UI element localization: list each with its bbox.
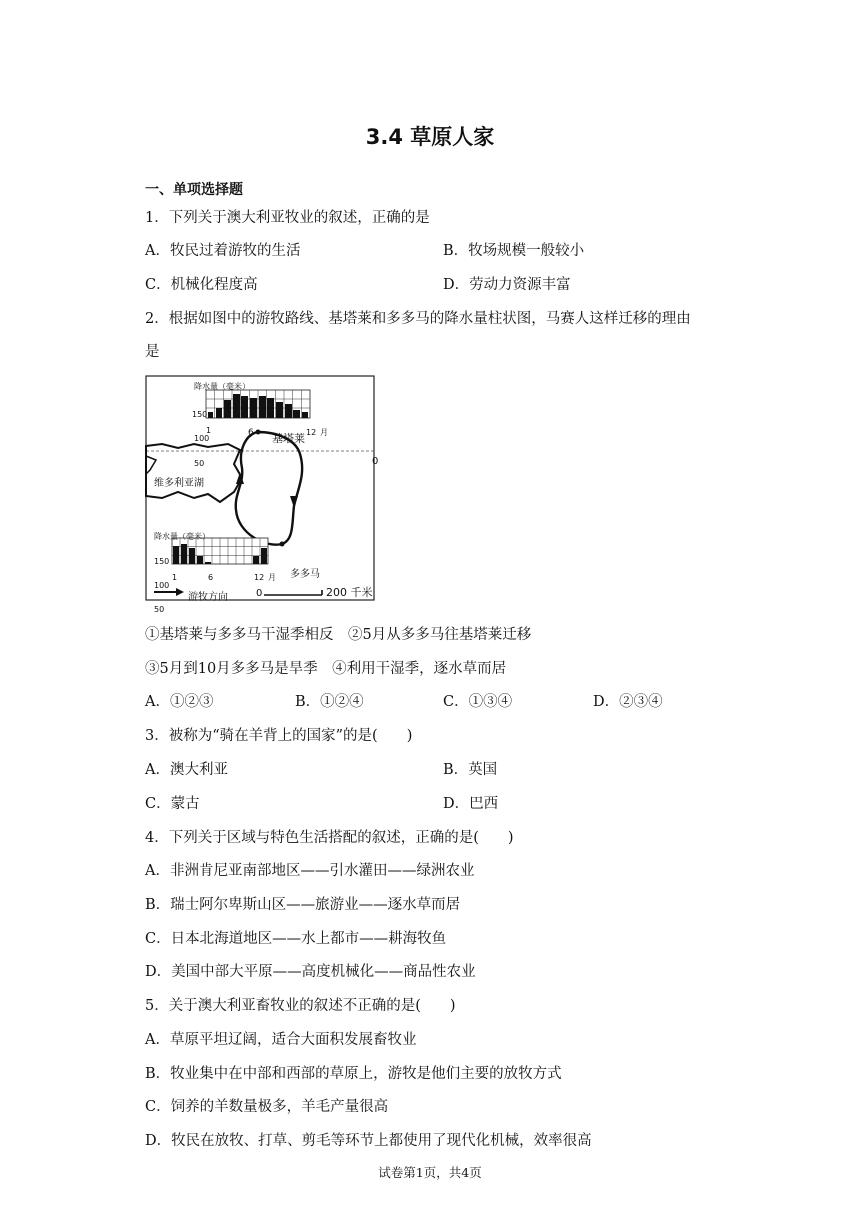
city-kitale: 基塔莱 bbox=[272, 432, 305, 445]
chart2-tick-150: 150 bbox=[154, 557, 170, 566]
chart2-tick-50: 50 bbox=[154, 605, 165, 614]
migration-map-figure bbox=[142, 374, 382, 614]
chart1-tick-150: 150 bbox=[192, 410, 208, 419]
question-1-option-b: B．牧场规模一般较小 bbox=[443, 243, 585, 259]
equator-label: 0 bbox=[372, 456, 379, 467]
question-5-option-b: B．牧业集中在中部和西部的草原上，游牧是他们主要的放牧方式 bbox=[145, 1066, 562, 1082]
chart1-tick-50: 50 bbox=[194, 459, 205, 468]
question-4-stem: 4．下列关于区域与特色生活搭配的叙述，正确的是( ) bbox=[145, 830, 514, 846]
question-3-stem: 3．被称为“骑在羊背上的国家”的是( ) bbox=[145, 728, 413, 744]
question-2-statements-1: ①基塔莱与多多马干湿季相反 ②5月从多多马往基塔莱迁移 bbox=[145, 627, 532, 643]
chart1-x-6: 6 bbox=[248, 428, 254, 438]
chart1-x-unit: 月 bbox=[320, 428, 328, 437]
question-4-option-d: D．美国中部大平原——高度机械化——商品性农业 bbox=[145, 964, 476, 980]
question-3-option-b: B．英国 bbox=[443, 762, 498, 778]
question-5-option-c: C．饲养的羊数量极多，羊毛产量很高 bbox=[145, 1099, 389, 1115]
question-5-option-d: D．牧民在放牧、打草、剪毛等环节上都使用了现代化机械，效率很高 bbox=[145, 1133, 592, 1149]
question-4-option-b: B．瑞士阿尔卑斯山区——旅游业——逐水草而居 bbox=[145, 897, 461, 913]
chart-kitale-precipitation bbox=[206, 390, 310, 418]
question-4-option-a: A．非洲肯尼亚南部地区——引水灌田——绿洲农业 bbox=[145, 863, 475, 879]
question-3-option-a: A．澳大利亚 bbox=[145, 762, 228, 778]
page-title: 3.4 草原人家 bbox=[365, 125, 495, 149]
chart2-ylabel: 降水量（毫米） bbox=[154, 532, 210, 541]
question-1-option-c: C．机械化程度高 bbox=[145, 277, 258, 293]
chart1-x-1: 1 bbox=[206, 426, 212, 435]
question-2-stem: 2．根据如图中的游牧路线、基塔莱和多多马的降水量柱状图，马赛人这样迁移的理由 bbox=[145, 311, 691, 327]
question-2-option-a: A．①②③ bbox=[145, 694, 214, 710]
chart2-x-12: 12 bbox=[254, 573, 265, 582]
chart2-x-6: 6 bbox=[208, 573, 214, 582]
question-2-option-d: D．②③④ bbox=[593, 694, 663, 710]
chart2-x-unit: 月 bbox=[268, 573, 276, 582]
question-1-option-d: D．劳动力资源丰富 bbox=[443, 277, 571, 293]
question-1-stem: 1．下列关于澳大利亚牧业的叙述，正确的是 bbox=[145, 210, 430, 226]
question-2-statements-2: ③5月到10月多多马是旱季 ④利用干湿季，逐水草而居 bbox=[145, 661, 507, 677]
chart2-tick-100: 100 bbox=[154, 581, 170, 590]
question-1-option-a: A．牧民过着游牧的生活 bbox=[145, 243, 301, 259]
legend-label: 游牧方向 bbox=[188, 592, 228, 603]
page-footer: 试卷第1页，共4页 bbox=[378, 1165, 482, 1180]
chart-dodoma-precipitation bbox=[172, 538, 268, 564]
city-dodoma: 多多马 bbox=[290, 569, 320, 580]
question-2-option-c: C．①③④ bbox=[443, 694, 513, 710]
question-4-option-c: C．日本北海道地区——水上都市——耕海牧鱼 bbox=[145, 931, 447, 947]
dodoma-dot bbox=[280, 542, 285, 547]
question-5-option-a: A．草原平坦辽阔，适合大面积发展畜牧业 bbox=[145, 1032, 417, 1048]
chart2-x-1: 1 bbox=[172, 573, 178, 582]
question-3-option-d: D．巴西 bbox=[443, 796, 499, 812]
chart1-ylabel: 降水量（毫米） bbox=[194, 382, 250, 391]
question-3-option-c: C．蒙古 bbox=[145, 796, 200, 812]
chart1-x-12: 12 bbox=[306, 428, 317, 437]
section-heading: 一、单项选择题 bbox=[145, 182, 243, 198]
scale-label: 200 千米 bbox=[326, 586, 373, 599]
chart1-tick-100: 100 bbox=[194, 434, 210, 443]
question-5-stem: 5．关于澳大利亚畜牧业的叙述不正确的是( ) bbox=[145, 998, 456, 1014]
question-2-option-b: B．①②④ bbox=[295, 694, 364, 710]
scale-zero: 0 bbox=[256, 588, 263, 599]
question-2-stem-cont: 是 bbox=[145, 344, 160, 360]
lake-label: 维多利亚湖 bbox=[154, 478, 204, 489]
kitale-dot bbox=[256, 430, 261, 435]
